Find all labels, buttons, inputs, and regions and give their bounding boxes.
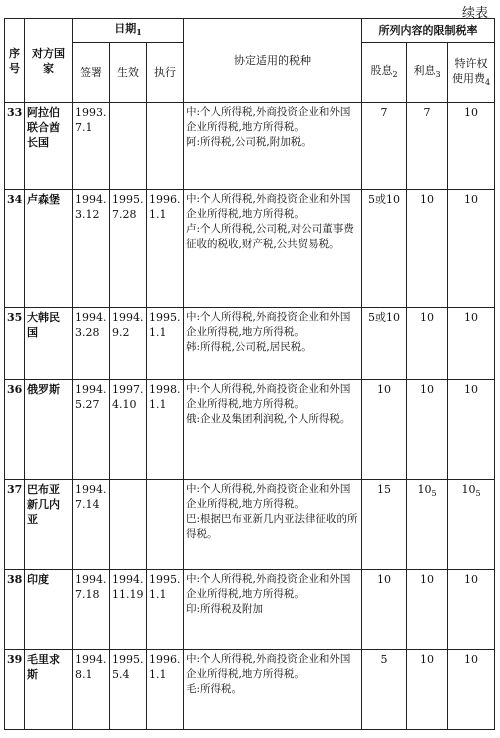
row-seq: 39 bbox=[5, 650, 25, 730]
row-seq: 34 bbox=[5, 190, 25, 308]
row-dividend: 10 bbox=[362, 570, 407, 650]
row-seq: 38 bbox=[5, 570, 25, 650]
row-effective: 1997. 4.10 bbox=[110, 380, 147, 480]
row-taxes: 中:个人所得税,外商投资企业和外国企业所得税,地方所得税。 韩:所得税,公司税,居民税。 bbox=[184, 308, 362, 380]
row-seq: 37 bbox=[5, 480, 25, 570]
row-signed: 1994. 5.27 bbox=[73, 380, 110, 480]
row-executed: 1996. 1.1 bbox=[147, 190, 184, 308]
header-effective: 生效 bbox=[110, 43, 147, 103]
row-taxes: 中:个人所得税,外商投资企业和外国企业所得税,地方所得税。 卢:个人所得税,公司税,对公司董事费征收的税收,财产税,公共贸易税。 bbox=[184, 190, 362, 308]
row-dividend: 10 bbox=[362, 380, 407, 480]
header-interest: 利息$_3$ bbox=[407, 43, 448, 103]
header-country: 对方国家 bbox=[25, 19, 73, 103]
row-royalty: 10 bbox=[448, 380, 495, 480]
header-date-group: 日期$_1$ bbox=[73, 19, 184, 43]
table-row bbox=[5, 308, 495, 380]
row-royalty: 10 bbox=[448, 103, 495, 190]
row-signed: 1994. 7.14 bbox=[73, 480, 110, 570]
row-executed: 1996. 1.1 bbox=[147, 650, 184, 730]
row-royalty: 10 bbox=[448, 190, 495, 308]
row-executed: 1995. 1.1 bbox=[147, 308, 184, 380]
row-country: 俄罗斯 bbox=[25, 380, 73, 480]
row-effective: 1995. 7.28 bbox=[110, 190, 147, 308]
row-interest: 10 bbox=[407, 380, 448, 480]
row-interest: $10_5$ bbox=[407, 480, 448, 570]
row-seq: 33 bbox=[5, 103, 25, 190]
row-signed: 1994. 8.1 bbox=[73, 650, 110, 730]
table-row bbox=[5, 103, 495, 190]
table-row bbox=[5, 190, 495, 308]
header-royalty: 特许权使用费$_4$ bbox=[448, 43, 495, 103]
row-interest: 10 bbox=[407, 190, 448, 308]
row-taxes: 中:个人所得税,外商投资企业和外国企业所得税,地方所得税。 阿:所得税,公司税,附加税。 bbox=[184, 103, 362, 190]
header-signed: 签署 bbox=[73, 43, 110, 103]
header-executed: 执行 bbox=[147, 43, 184, 103]
row-seq: 36 bbox=[5, 380, 25, 480]
row-taxes: 中:个人所得税,外商投资企业和外国企业所得税,地方所得税。 巴:根据巴布亚新几内亚法律征收的所得税。 bbox=[184, 480, 362, 570]
continued-label: 续表 bbox=[461, 6, 488, 21]
row-dividend: 5或10 bbox=[362, 190, 407, 308]
row-interest: 10 bbox=[407, 570, 448, 650]
row-effective bbox=[110, 480, 147, 570]
row-signed: 1993. 7.1 bbox=[73, 103, 110, 190]
header-seq: 序号 bbox=[5, 19, 25, 103]
row-executed: 1998. 1.1 bbox=[147, 380, 184, 480]
table-row bbox=[5, 480, 495, 570]
row-executed bbox=[147, 480, 184, 570]
row-royalty: 10 bbox=[448, 308, 495, 380]
row-effective: 1995. 5.4 bbox=[110, 650, 147, 730]
table-row bbox=[5, 650, 495, 730]
row-country: 阿拉伯联合酋长国 bbox=[25, 103, 73, 190]
row-dividend: 15 bbox=[362, 480, 407, 570]
row-interest: 7 bbox=[407, 103, 448, 190]
row-taxes: 中:个人所得税,外商投资企业和外国企业所得税,地方所得税。 印:所得税及附加 bbox=[184, 570, 362, 650]
row-country: 巴布亚新几内亚 bbox=[25, 480, 73, 570]
table-row bbox=[5, 570, 495, 650]
row-country: 卢森堡 bbox=[25, 190, 73, 308]
table-row bbox=[5, 380, 495, 480]
row-dividend: 7 bbox=[362, 103, 407, 190]
row-taxes: 中:个人所得税,外商投资企业和外国企业所得税,地方所得税。 毛:所得税。 bbox=[184, 650, 362, 730]
header-dividend: 股息$_2$ bbox=[362, 43, 407, 103]
row-royalty: 10 bbox=[448, 570, 495, 650]
row-effective: 1994. 11.19 bbox=[110, 570, 147, 650]
row-country: 大韩民国 bbox=[25, 308, 73, 380]
row-dividend: 5 bbox=[362, 650, 407, 730]
row-dividend: 5或10 bbox=[362, 308, 407, 380]
row-executed bbox=[147, 103, 184, 190]
row-effective: 1994. 9.2 bbox=[110, 308, 147, 380]
header-taxes: 协定适用的税种 bbox=[184, 19, 362, 103]
header-limit-group: 所列内容的限制税率 bbox=[362, 19, 495, 43]
tax-treaty-table bbox=[4, 18, 495, 730]
row-signed: 1994. 3.28 bbox=[73, 308, 110, 380]
row-country: 毛里求斯 bbox=[25, 650, 73, 730]
row-effective bbox=[110, 103, 147, 190]
row-interest: 10 bbox=[407, 308, 448, 380]
row-signed: 1994. 3.12 bbox=[73, 190, 110, 308]
row-country: 印度 bbox=[25, 570, 73, 650]
row-seq: 35 bbox=[5, 308, 25, 380]
row-royalty: 10 bbox=[448, 650, 495, 730]
row-interest: 10 bbox=[407, 650, 448, 730]
row-executed: 1995. 1.1 bbox=[147, 570, 184, 650]
row-taxes: 中:个人所得税,外商投资企业和外国企业所得税,地方所得税。 俄:企业及集团利润税,个人所得税。 bbox=[184, 380, 362, 480]
row-signed: 1994. 7.18 bbox=[73, 570, 110, 650]
row-royalty: $10_5$ bbox=[448, 480, 495, 570]
